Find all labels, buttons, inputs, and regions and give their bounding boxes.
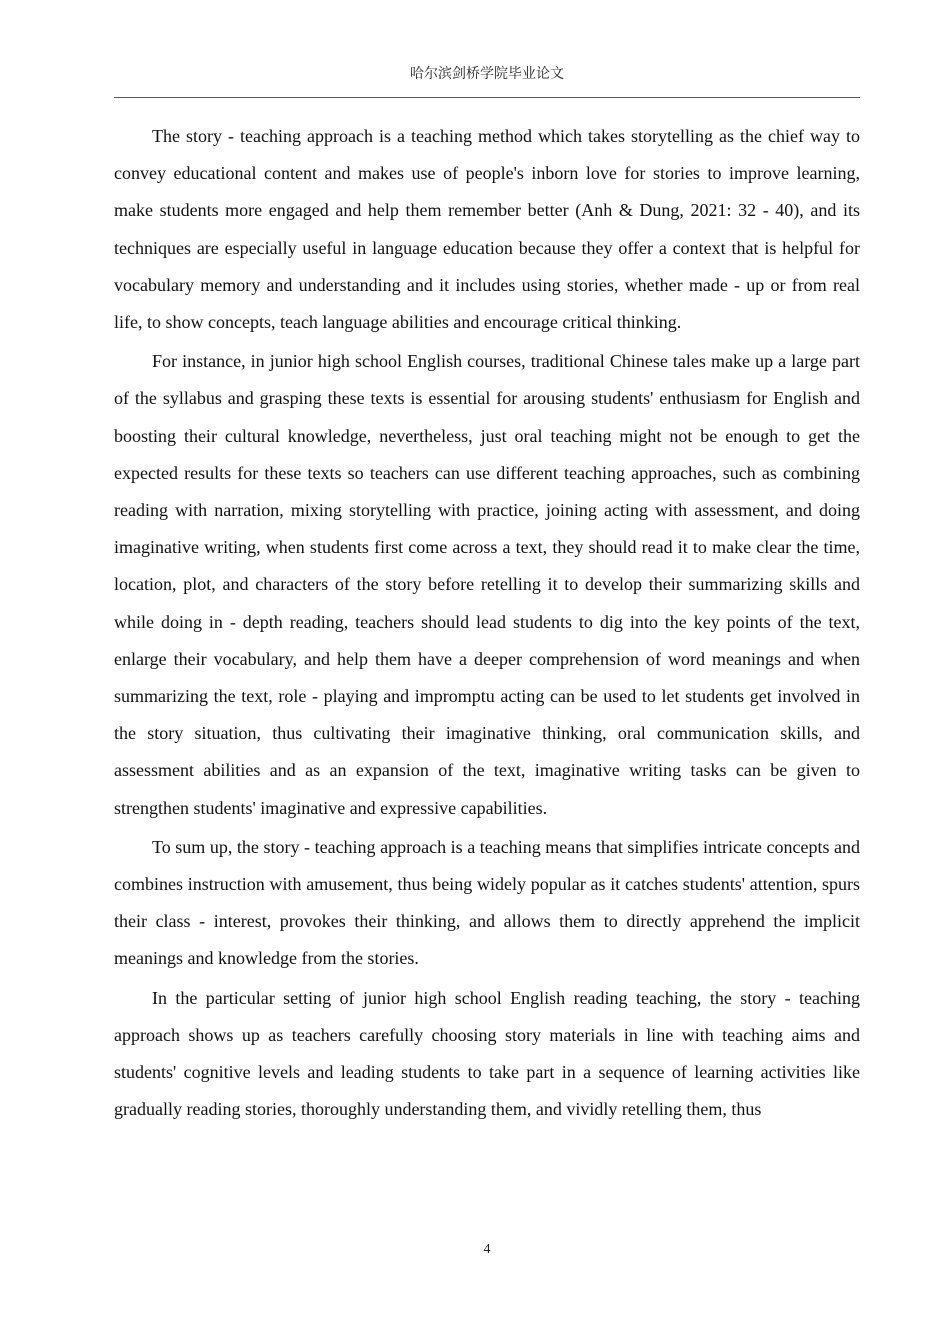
page-number: 4 — [483, 1242, 491, 1257]
paragraph-setting: In the particular setting of junior high school English reading teaching, the story - teaching approach shows up as teachers carefully choosing story materials in line with teaching aims and students' cognitive levels and leading students to take part in a sequence of learning activities like gradually reading stories, thoroughly understanding them, and vividly retelling them, thus — [114, 987, 860, 1120]
paragraph-definition: The story - teaching approach is a teaching method which takes storytelling as the chief way to convey educational content and makes use of people's inborn love for stories to improve learning, make students more engaged and help them remember better (Anh & Dung, 2021: 32 - 40), and its techniques are especially useful in language education because they offer a context that is helpful for vocabulary memory and understanding and it includes using stories, whether made - up or from real life, to show concepts, teach language abilities and encourage critical thinking. — [114, 126, 860, 333]
paragraph-example: For instance, in junior high school English courses, traditional Chinese tales make up a large part of the syllabus and grasping these texts is essential for arousing students' enthusiasm for English and boosting their cultural knowledge, nevertheless, just oral teaching might not be enough to get the expected results for these texts so teachers can use different teaching approaches, such as combining reading with narration, mixing storytelling with practice, joining acting with assessment, and doing imaginative writing, when students first come across a text, they should read it to make clear the time, location, plot, and characters of the story before retelling it to develop their summarizing skills and while doing in - depth reading, teachers should lead students to dig into the key points of the text, enlarge their vocabulary, and help them have a deeper comprehension of word meanings and when summarizing the text, role - playing and impromptu acting can be used to let students get involved in the story situation, thus cultivating their imaginative thinking, oral communication skills, and assessment abilities and as an expansion of the text, imaginative writing tasks can be given to strengthen students' imaginative and expressive capabilities. — [114, 351, 860, 818]
paragraph-summary: To sum up, the story - teaching approach is a teaching means that simplifies intricate concepts and combines instruction with amusement, thus being widely popular as it catches students' attention, spurs their class - interest, provokes their thinking, and allows them to directly apprehend the implicit meanings and knowledge from the stories. — [114, 836, 860, 969]
header-divider — [114, 97, 860, 98]
body-text — [114, 118, 860, 1130]
page-header: 哈尔滨剑桥学院毕业论文 — [410, 67, 564, 82]
